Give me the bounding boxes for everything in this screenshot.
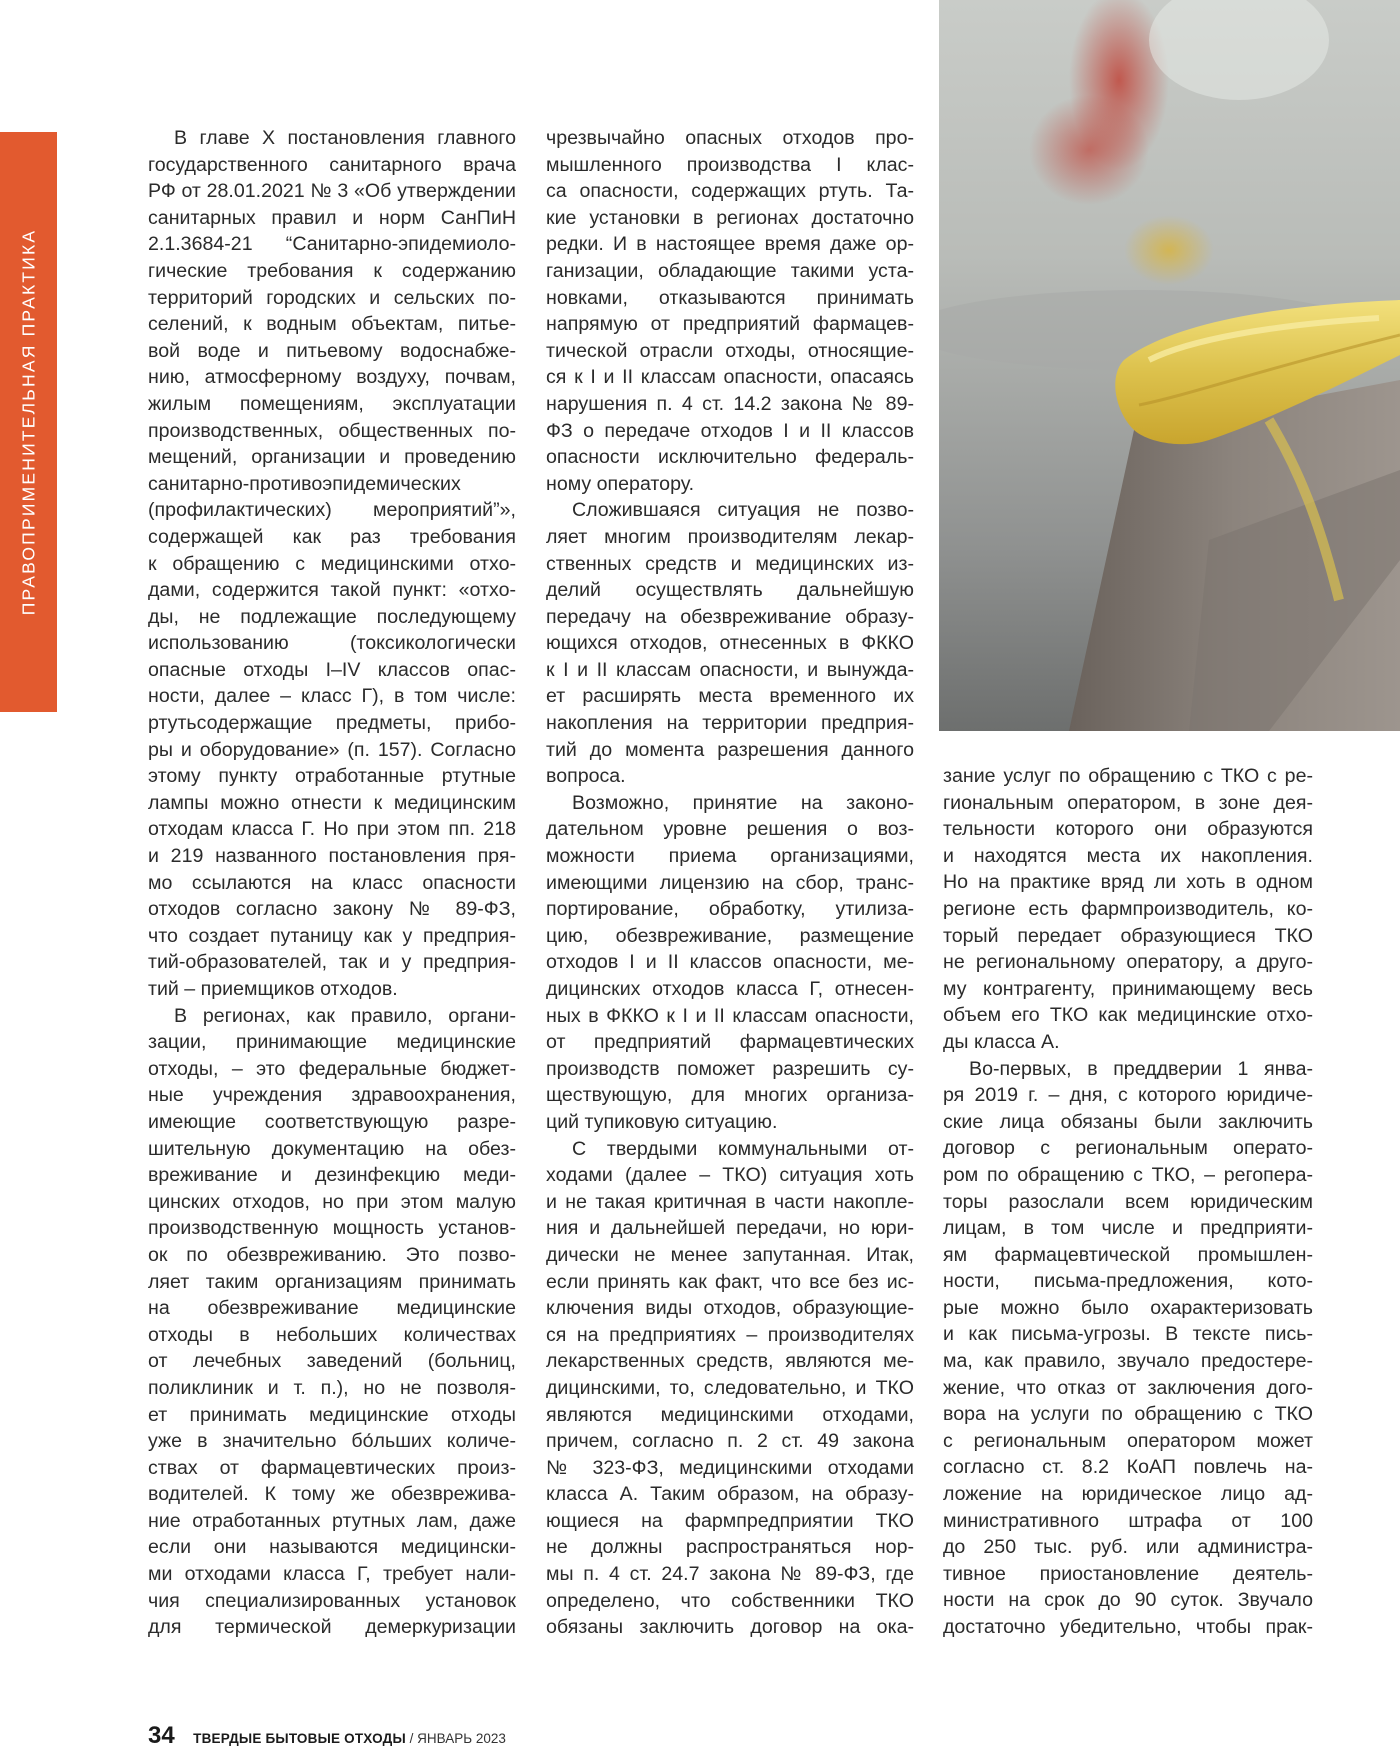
text-line: ному оператору. [546,472,695,495]
article-column-1 [148,125,516,1641]
text-line: торый передает образующиеся ТКО [943,924,1313,947]
text-line: ры и оборудование» (п. 157). Согласно [148,738,516,761]
text-line: ганизации, обладающие такими уста- [546,259,914,282]
text-line: к I и II классам опасности, и вынужда- [546,658,914,681]
text-line: отходы, – это федеральные бюджет- [148,1057,516,1080]
article-column-2 [546,125,914,1641]
text-line: лекарственных средств, являются ме- [546,1350,914,1373]
text-line: ющиеся на фармпредприятии ТКО [546,1509,914,1532]
text-line: ложение на юридическое лицо ад- [943,1483,1313,1506]
text-line: являются медицинскими отходами, [546,1403,914,1426]
text-line: ляет таким организациям принимать [148,1270,516,1293]
text-line: тической отрасли отходы, относящие- [546,339,914,362]
text-line: портирование, обработку, утилиза- [546,898,914,921]
section-tab-label: ПРАВОПРИМЕНИТЕЛЬНАЯ ПРАКТИКА [18,228,38,616]
text-line: ся на предприятиях – производителях [546,1323,914,1346]
text-line: и не такая критичная в части накопле- [546,1190,914,1213]
text-line: с региональным оператором может [943,1429,1313,1452]
text-line: цинских отходов, но при этом малую [148,1190,516,1213]
text-line: ляет многим производителям лекар- [546,525,914,548]
text-line: мы п. 4 ст. 24.7 закона № 89-ФЗ, где [546,1563,914,1586]
text-line: ющихся отходов, отнесенных в ФККО [546,632,914,655]
text-line: редки. И в настоящее время даже ор- [546,233,914,256]
text-line: ключения виды отходов, образующие- [546,1297,914,1320]
text-line: ртутьсодержащие предметы, прибо- [148,712,516,735]
text-line: ности на срок до 90 суток. Звучало [943,1589,1313,1612]
text-line: гиональным оператором, в зоне дея- [943,791,1313,814]
text-line: ния и дальнейшей передачи, но юри- [546,1217,914,1240]
text-line: мо ссылаются на класс опасности [148,871,516,894]
text-line: накопления на территории предприя- [546,712,914,735]
text-line: водителей. К тому же обезврежива- [148,1483,516,1506]
text-line: зание услуг по обращению с ТКО с ре- [943,765,1313,787]
article-column-3 [943,763,1313,1641]
text-line: имеющими лицензию на сбор, транс- [546,871,914,894]
section-tab [0,132,57,712]
text-line: отходов согласно закону № 89-ФЗ, [148,898,516,921]
text-line: са опасности, содержащих ртуть. Та- [546,180,914,203]
text-line: ществующую, для многих организа- [546,1084,914,1107]
page-footer [148,1722,506,1752]
text-line: ФЗ о передаче отходов I и II классов [546,419,914,442]
magazine-title: ТВЕРДЫЕ БЫТОВЫЕ ОТХОДЫ [193,1731,406,1746]
text-line: тий до момента разрешения данного [546,738,914,761]
text-line: зации, принимающие медицинские [148,1031,516,1054]
text-line: лампы можно отнести к медицинским [148,791,516,814]
text-line: производств поможет разрешить су- [546,1057,914,1080]
text-line: дательном уровне решения о воз- [546,818,914,841]
text-line: не региональному оператору, а друго- [943,951,1313,974]
text-line: мышленного производства I клас- [546,153,914,176]
text-line: ские лица обязаны были заключить [943,1110,1313,1133]
text-line: и находятся места их накопления. [943,844,1313,867]
text-line: тельности которого они образуются [943,818,1313,841]
text-line: вой воде и питьевому водоснабже- [148,339,516,362]
text-line: напрямую от предприятий фармацев- [546,313,914,336]
text-line: селений, к водным объектам, питье- [148,313,516,336]
text-line: ные учреждения здравоохранения, [148,1084,516,1107]
text-line: тивное приостановление деятель- [943,1562,1313,1585]
text-line: государственного санитарного врача [148,153,516,176]
text-line: вора на услуги по обращению с ТКО [943,1403,1313,1426]
article-photo [939,0,1400,731]
text-line: класса А. Таким образом, на образу- [546,1483,914,1506]
text-line: дицинскими, то, следовательно, и ТКО [546,1376,914,1399]
text-line: отходам класса Г. Но при этом пп. 218 [148,818,516,841]
text-line: жение, что отказ от заключения дого- [943,1376,1313,1399]
text-line: торы разослали всем юридическим [943,1190,1313,1213]
text-line: му контрагенту, принимающему весь [943,977,1313,1000]
text-line: вопроса. [546,765,626,788]
text-line: производственную мощность установ- [148,1217,516,1240]
text-line: санитарно-противоэпидемических [148,472,461,495]
text-line: ма, как правило, звучало предостере- [943,1350,1313,1373]
text-line: от лечебных заведений (больниц, [148,1350,516,1373]
text-line: Возможно, принятие на законо- [572,791,914,814]
text-line: тий – приемщиков отходов. [148,978,398,1000]
text-line: и как письма-угрозы. В тексте пись- [943,1323,1313,1346]
text-line: если принять как факт, что все без ис- [546,1270,914,1293]
text-line: ет расширять места временного их [546,685,914,708]
text-line: причем, согласно п. 2 ст. 49 закона [546,1430,914,1453]
text-line: передачу на обезвреживание образу- [546,605,914,628]
text-line: ром по обращению с ТКО, – регопера- [943,1163,1313,1186]
text-line: Но на практике вряд ли хоть в одном [943,871,1313,894]
text-line: для термической демеркуризации [148,1616,516,1639]
text-line: ности, письма-предложения, кото- [943,1270,1313,1293]
text-line: чия специализированных установок [148,1589,516,1612]
text-line: производственных, общественных по- [148,419,516,442]
issue-date: / ЯНВАРЬ 2023 [405,1731,506,1746]
text-line: регионе есть фармпроизводитель, ко- [943,897,1313,920]
text-line: ных в ФККО к I и II классам опасности, [546,1004,914,1027]
text-line: опасные отходы I–IV классов опас- [148,658,516,681]
text-line: объем его ТКО как медицинские отхо- [943,1004,1313,1027]
page-number: 34 [148,1722,175,1749]
text-line: чрезвычайно опасных отходов про- [546,127,914,149]
text-line: ды класса А. [943,1030,1060,1053]
text-line: на обезвреживание медицинские [148,1297,516,1320]
text-line: жилым помещениям, эксплуатации [148,392,516,415]
text-line: 2.1.3684-21 “Санитарно-эпидемиоло- [148,233,516,256]
text-line: дически не менее запутанная. Итак, [546,1243,914,1266]
text-line: ций тупиковую ситуацию. [546,1110,778,1133]
text-line: отходы в небольших количествах [148,1323,516,1346]
text-line: дицинских отходов класса Г, отнесен- [546,978,914,1000]
text-line: ственных средств и медицинских из- [546,552,914,575]
text-line: ок по обезвреживанию. Это позво- [148,1243,516,1266]
text-line: использованию (токсикологически [148,632,516,655]
text-line: цию, обезвреживание, размещение [546,924,914,947]
text-line: ние отработанных ртутных лам, даже [148,1509,516,1532]
text-line: Сложившаяся ситуация не позво- [572,499,914,522]
text-line: если они называются медицински- [148,1536,516,1559]
text-line: ся к I и II классам опасности, опасаясь [546,366,914,389]
text-line: не должны распространяться нор- [546,1536,914,1559]
text-line: и 219 названного постановления пря- [148,845,516,868]
text-line: С твердыми коммунальными от- [572,1137,914,1160]
text-line: обязаны заключить договор на ока- [546,1616,914,1639]
text-line: содержащей как раз требования [148,525,516,548]
text-line: кие установки в регионах достаточно [546,206,914,229]
text-line: министративного штрафа от 100 [943,1509,1313,1532]
text-line: гические требования к содержанию [148,259,516,282]
text-line: отходов I и II классов опасности, ме- [546,951,914,974]
text-line: опасности исключительно федераль- [546,446,914,469]
text-line: новками, отказываются принимать [546,286,914,309]
text-line: достаточно убедительно, чтобы прак- [943,1616,1313,1638]
text-line: рые можно было охарактеризовать [943,1296,1313,1319]
text-line: поликлиник и т. п.), но не позволя- [148,1376,516,1399]
text-line: имеющие соответствующую разре- [148,1110,516,1133]
text-line: ми отходами класса Г, требует нали- [148,1563,516,1586]
text-line: ности, далее – класс Г), в том числе: [148,685,516,708]
text-line: до 250 тыс. руб. или администра- [943,1536,1313,1559]
text-line: ря 2019 г. – дня, с которого юридиче- [943,1084,1313,1107]
text-line: вреживание и дезинфекцию меди- [148,1164,516,1187]
text-line: лицам, в том числе и предприяти- [943,1217,1313,1240]
text-line: определено, что собственники ТКО [546,1589,914,1612]
text-line: (профилактических) мероприятий”», [148,499,516,522]
text-line: договор с региональным операто- [943,1137,1313,1160]
text-line: ет принимать медицинские отходы [148,1403,516,1426]
text-line: ям фармацевтической промышлен- [943,1243,1313,1266]
text-line: нарушения п. 4 ст. 14.2 закона № 89- [546,392,914,415]
text-line: нию, атмосферному воздуху, почвам, [148,366,516,389]
text-line: от предприятий фармацевтических [546,1031,914,1054]
text-line: можности приема организациями, [546,845,914,868]
text-line: ды, не подлежащие последующему [148,605,516,628]
text-line: к обращению с медицинскими отхо- [148,552,516,575]
text-line: делий осуществлять дальнейшую [546,579,914,602]
text-line: Во-первых, в преддверии 1 янва- [969,1057,1313,1080]
text-line: этому пункту отработанные ртутные [148,765,516,788]
text-line: В регионах, как правило, органи- [174,1004,516,1027]
text-line: дами, содержится такой пункт: «отхо- [148,579,516,602]
text-line: ствах от фармацевтических произ- [148,1456,516,1479]
text-line: РФ от 28.01.2021 № 3 «Об утверждении [148,180,516,203]
text-line: санитарных правил и норм СанПиН [148,206,516,229]
text-line: согласно ст. 8.2 КоАП повлечь на- [943,1456,1313,1479]
text-line: В главе X постановления главного [174,127,516,149]
text-line: территорий городских и сельских по- [148,286,516,309]
text-line: ходами (далее – ТКО) ситуация хоть [546,1164,914,1187]
text-line: № 323-ФЗ, медицинскими отходами [546,1456,914,1479]
text-line: тий-образователей, так и у предприя- [148,951,516,974]
text-line: шительную документацию на обез- [148,1137,516,1160]
text-line: что создает путаницу как у предприя- [148,924,516,947]
text-line: уже в значительно бо́льших количе- [148,1430,516,1453]
text-line: мещений, организации и проведению [148,446,516,469]
